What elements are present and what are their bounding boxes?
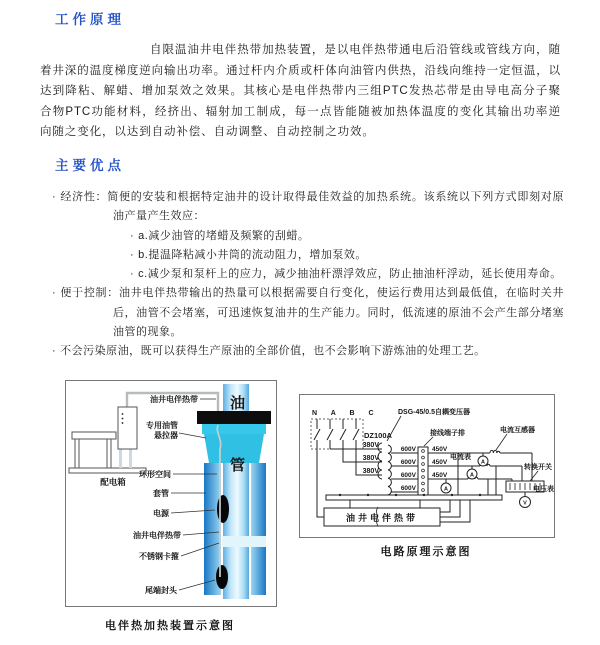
label-annulus: 环形空间	[139, 470, 171, 479]
advantage-subitem-c	[130, 265, 564, 284]
caption-heating-device: 电伴热加热装置示意图	[105, 620, 235, 632]
section-title-working-principle: 工作原理	[55, 12, 125, 27]
bullet-marker: ·	[130, 268, 135, 281]
advantage-label: 经济性：	[60, 191, 108, 203]
advantage-text: 不会污染原油，既可以获得生产原油的全部价值，也不会影响下游炼油的处理工艺。	[60, 345, 486, 358]
casing-head-wings	[202, 424, 266, 434]
label-transformer: DSG-45/0.5自耦变压器	[398, 409, 470, 416]
label-voltmeter: 电压表	[533, 486, 554, 493]
current-transformer-1	[490, 450, 500, 453]
advantage-text: 油井电伴热带输出的热量可以根据需要自行变化，使运行费用达到最低值，在临时关井后，油管不会堵塞，可迅速恢复油井的生产能力。同时，低流速的原油不会产生部分堵塞油管的现象。	[113, 287, 565, 339]
ammeter-symbol-2: A	[470, 472, 474, 479]
working-principle-paragraph: 自限温油井电伴热带加热装置，是以电伴热带通电后沿管线或管线方向，随着井深的温度梯度逆向输出功率。通过杆内介质或杆体向油管内供热，沿线向维持一定恒温，以达到降粘、解蜡、增加泵效之效果。其核心是电伴热带内三组PTC发热芯带是由导电高分子聚合物PTC功能材料，经挤出、辐射加工制成，每一点皆能随被加热体温度的变化其输出功率逆向随之变化，以达到自动补偿、自动调整、自动控制之功效。	[40, 44, 561, 138]
label-power: 电源	[153, 509, 169, 518]
figure-circuit	[299, 394, 555, 538]
subitem-text: a.减少油管的堵蜡及频繁的刮蜡。	[138, 229, 310, 242]
ammeter-symbol-3: A	[444, 486, 448, 493]
casing-column-right	[251, 463, 266, 595]
label-600v-4: 600V	[400, 485, 416, 492]
label-380v-2: 380V	[362, 455, 379, 462]
switch-pointer	[530, 471, 538, 481]
distribution-box-drawing	[69, 407, 146, 473]
label-600v-1: 600V	[400, 446, 416, 453]
subitem-text: c.减少泵和泵杆上的应力，减少抽油杆漂浮效应，防止抽油杆浮动，延长使用寿命。	[138, 268, 562, 281]
circuit-drawing	[300, 395, 554, 537]
transformer-secondary-coil	[388, 445, 391, 495]
label-380v-1: 380V	[362, 442, 379, 449]
caption-circuit: 电路原理示意图	[380, 546, 472, 558]
label-current-transformer: 电流互感器	[500, 427, 535, 434]
bus-bar	[326, 495, 502, 500]
advantage-item-economy	[52, 188, 564, 227]
label-breaker: DZ100A	[364, 431, 392, 440]
label-casing: 套管	[153, 489, 169, 498]
pipe-char-oil: 油	[230, 395, 246, 412]
label-hanger-line2: 悬拉器	[154, 431, 178, 440]
label-450v-1: 450V	[432, 446, 448, 453]
advantage-subitem-b	[130, 246, 564, 265]
label-end-cap: 尾端封头	[145, 586, 177, 595]
neutral-wire	[317, 449, 324, 517]
label-380v-3: 380V	[362, 468, 379, 475]
figure-heating-device	[65, 380, 277, 607]
label-450v-3: 450V	[432, 472, 448, 479]
advantage-subitem-a	[130, 227, 564, 246]
terminal-block-pointer	[424, 437, 433, 446]
label-450v-2: 450V	[432, 459, 448, 466]
bullet-marker: ·	[52, 191, 57, 203]
wellhead-flange	[197, 411, 271, 424]
label-heat-tape: 油井电伴热带	[133, 531, 181, 540]
heating-device-drawing	[66, 381, 276, 606]
power-connection-bulge	[217, 495, 229, 523]
section-title-advantages: 主要优点	[55, 158, 125, 173]
label-600v-2: 600V	[400, 459, 416, 466]
end-cap-bulge	[216, 565, 228, 589]
label-changeover-switch: 转换开关	[524, 464, 552, 471]
bullet-marker: ·	[52, 287, 57, 300]
advantage-label: 便于控制：	[60, 287, 119, 300]
label-phases: N A B C	[312, 410, 380, 417]
bullet-marker: ·	[130, 248, 135, 261]
clamp-band	[222, 536, 266, 547]
advantages-list	[52, 188, 564, 362]
ammeter-symbol-1: A	[481, 459, 485, 466]
bullet-marker: ·	[130, 229, 135, 242]
current-transformer-pointer	[496, 434, 507, 450]
label-terminal-block: 接线端子排	[430, 430, 465, 437]
label-ammeter: 电流表	[450, 454, 471, 461]
voltmeter-symbol: V	[523, 500, 527, 507]
label-heat-tape-top: 油井电伴热带	[150, 395, 198, 404]
advantage-item-no-pollution	[52, 342, 564, 361]
label-distribution-box: 配电箱	[100, 477, 126, 487]
bullet-marker: ·	[52, 345, 57, 358]
label-load-box: 油井电伴热带	[345, 513, 419, 523]
breaker-enclosure	[311, 419, 363, 449]
label-clamp: 不锈钢卡箍	[139, 552, 179, 561]
advantage-text: 简便的安装和根据特定油井的设计取得最佳效益的加热系统。该系统以下列方式即刻对原油产量产生效应：	[107, 191, 565, 223]
advantage-item-control	[52, 284, 564, 342]
subitem-text: b.提温降粘减小井筒的流动阻力，增加泵效。	[138, 248, 367, 261]
pipe-char-tube: 管	[230, 457, 246, 474]
label-600v-3: 600V	[400, 472, 416, 479]
label-hanger-line1: 专用油管	[146, 421, 178, 430]
